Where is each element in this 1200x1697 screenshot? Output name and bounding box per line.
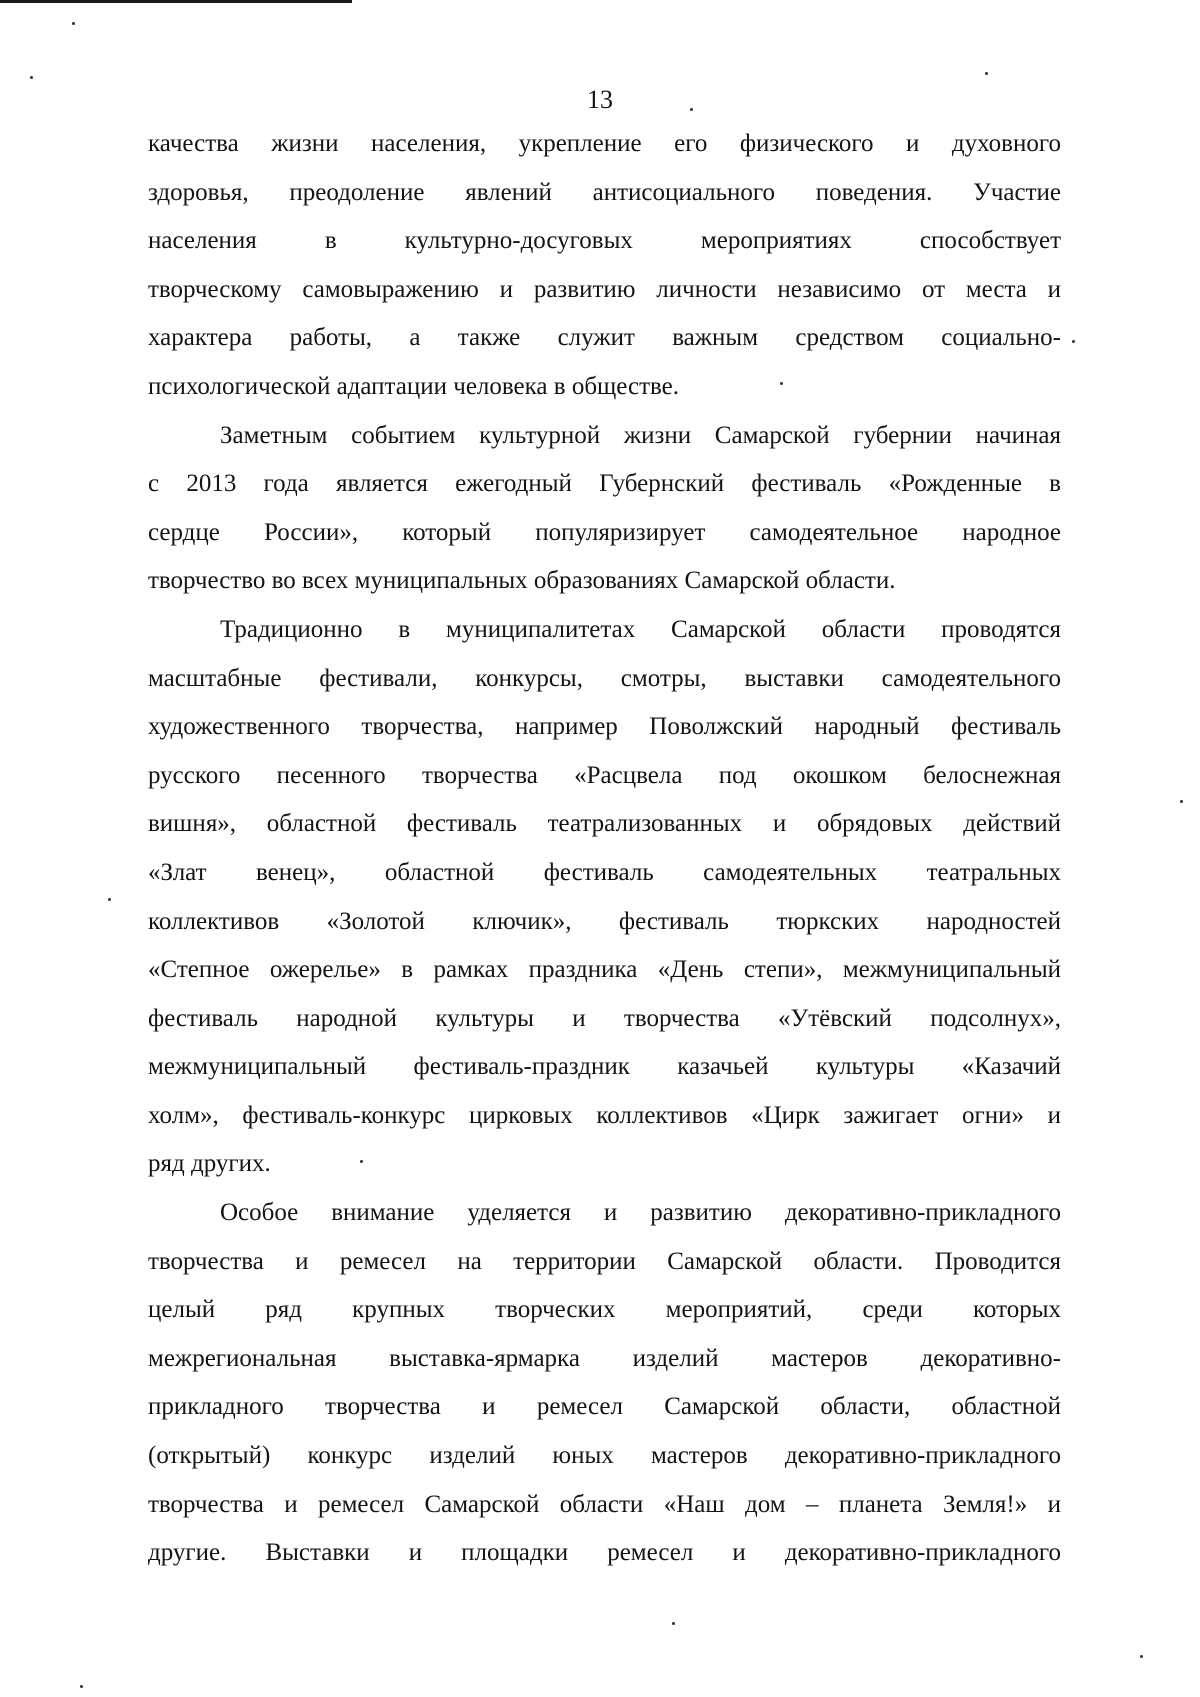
text-line: вишня», областной фестиваль театрализованных и обрядовых действий bbox=[148, 810, 1061, 838]
text-line: Традиционно в муниципалитетах Самарской области проводятся bbox=[220, 615, 1061, 643]
text-line: межрегиональная выставка-ярмарка изделий мастеров декоративно- bbox=[148, 1344, 1061, 1372]
scan-speck bbox=[690, 108, 693, 111]
scan-speck bbox=[72, 22, 75, 25]
text-line: прикладного творчества и ремесел Самарской области, областной bbox=[148, 1393, 1061, 1421]
text-line: творчества и ремесел Самарской области «Наш дом – планета Земля!» и bbox=[148, 1490, 1061, 1518]
text-line: Заметным событием культурной жизни Самарской губернии начиная bbox=[220, 421, 1061, 449]
text-line: ряд других. bbox=[148, 1150, 271, 1178]
text-line: здоровья, преодоление явлений антисоциального поведения. Участие bbox=[148, 178, 1061, 206]
body-text bbox=[148, 120, 1061, 1578]
scan-speck bbox=[672, 1622, 675, 1625]
text-line: сердце России», который популяризирует самодеятельное народное bbox=[148, 518, 1061, 546]
text-line: творческому самовыражению и развитию личности независимо от места и bbox=[148, 275, 1061, 303]
text-line: психологической адаптации человека в обществе. bbox=[148, 372, 680, 400]
text-line: Особое внимание уделяется и развитию декоративно-прикладного bbox=[220, 1199, 1061, 1227]
scan-speck bbox=[1180, 800, 1183, 803]
text-line: «Степное ожерелье» в рамках праздника «День степи», межмуниципальный bbox=[148, 956, 1061, 984]
text-line: другие. Выставки и площадки ремесел и декоративно-прикладного bbox=[148, 1539, 1061, 1567]
text-line: населения в культурно-досуговых мероприятиях способствует bbox=[148, 227, 1061, 255]
scan-speck bbox=[1140, 1655, 1143, 1658]
text-line: художественного творчества, например Поволжский народный фестиваль bbox=[148, 713, 1061, 741]
top-rule bbox=[0, 0, 352, 3]
page-number: 13 bbox=[587, 85, 613, 114]
text-line: фестиваль народной культуры и творчества «Утёвский подсолнух», bbox=[148, 1004, 1061, 1032]
text-line: «Злат венец», областной фестиваль самодеятельных театральных bbox=[148, 858, 1061, 886]
scan-speck bbox=[985, 72, 988, 75]
scan-speck bbox=[80, 1685, 83, 1688]
text-line: (открытый) конкурс изделий юных мастеров декоративно-прикладного bbox=[148, 1442, 1061, 1470]
text-line: масштабные фестивали, конкурсы, смотры, выставки самодеятельного bbox=[148, 664, 1061, 692]
text-line: с 2013 года является ежегодный Губернский фестиваль «Рожденные в bbox=[148, 470, 1061, 498]
scan-speck bbox=[780, 382, 783, 385]
text-line: русского песенного творчества «Расцвела под окошком белоснежная bbox=[148, 761, 1061, 789]
text-line: холм», фестиваль-конкурс цирковых коллективов «Цирк зажигает огни» и bbox=[148, 1101, 1061, 1129]
text-line: межмуниципальный фестиваль-праздник казачьей культуры «Казачий bbox=[148, 1053, 1061, 1081]
text-line: характера работы, а также служит важным средством социально- bbox=[148, 324, 1061, 352]
text-line: творчество во всех муниципальных образованиях Самарской области. bbox=[148, 567, 896, 595]
text-line: творчества и ремесел на территории Самарской области. Проводится bbox=[148, 1247, 1061, 1275]
scan-speck bbox=[30, 76, 33, 79]
text-line: целый ряд крупных творческих мероприятий, среди которых bbox=[148, 1296, 1061, 1324]
text-line: коллективов «Золотой ключик», фестиваль тюркских народностей bbox=[148, 907, 1061, 935]
text-line: качества жизни населения, укрепление его физического и духовного bbox=[148, 130, 1061, 157]
scan-speck bbox=[360, 1160, 363, 1163]
scan-speck bbox=[1072, 340, 1075, 343]
scan-speck bbox=[108, 898, 111, 901]
